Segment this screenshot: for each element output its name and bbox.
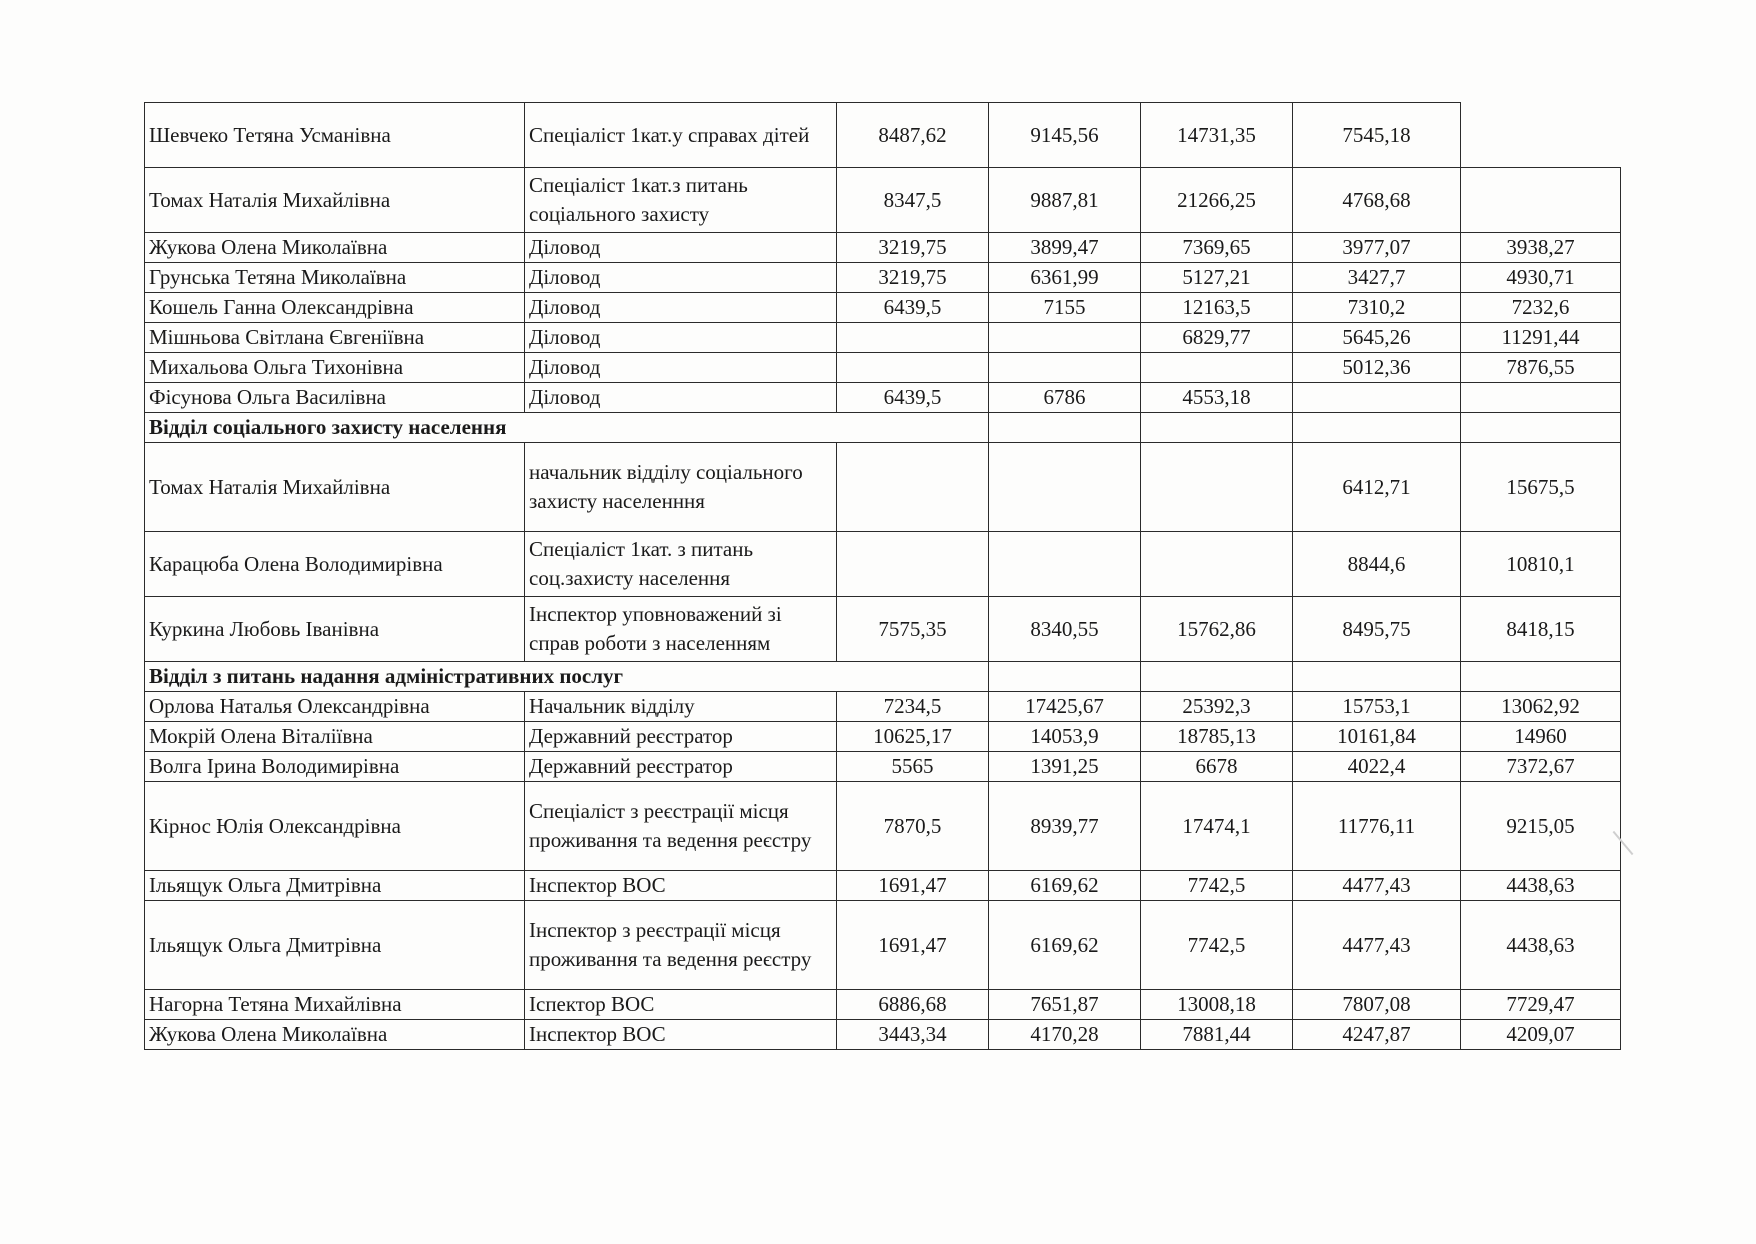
amount-cell-4: 4768,68 (1293, 168, 1461, 233)
amount-cell-1: 10625,17 (837, 722, 989, 752)
amount-cell-2 (989, 443, 1141, 532)
employee-name: Карацюба Олена Володимирівна (145, 532, 525, 597)
employee-name: Куркина Любовь Іванівна (145, 597, 525, 662)
amount-cell-5: 9215,05 (1461, 782, 1621, 871)
table-row (145, 1020, 1621, 1050)
amount-cell-5: 14960 (1461, 722, 1621, 752)
amount-cell-5: 4438,63 (1461, 901, 1621, 990)
employee-position: Діловод (525, 263, 837, 293)
employee-position: Спеціаліст з реєстрації місця проживання та ведення реєстру (525, 782, 837, 871)
amount-cell-1: 3219,75 (837, 263, 989, 293)
amount-cell-2 (989, 353, 1141, 383)
amount-cell-3 (1141, 532, 1293, 597)
amount-cell-2 (989, 532, 1141, 597)
table-row (145, 103, 1621, 168)
table-row (145, 532, 1621, 597)
amount-cell-4: 4022,4 (1293, 752, 1461, 782)
employee-name: Михальова Ольга Тихонівна (145, 353, 525, 383)
amount-cell-2: 14053,9 (989, 722, 1141, 752)
amount-cell-2: 7651,87 (989, 990, 1141, 1020)
amount-cell-3: 18785,13 (1141, 722, 1293, 752)
amount-cell-3: 12163,5 (1141, 293, 1293, 323)
amount-cell-4: 7310,2 (1293, 293, 1461, 323)
amount-cell-4: 4477,43 (1293, 901, 1461, 990)
empty-cell (837, 413, 989, 443)
amount-cell-4: 8495,75 (1293, 597, 1461, 662)
section-row (145, 413, 1621, 443)
employee-position: Начальник відділу (525, 692, 837, 722)
amount-cell-5: 7876,55 (1461, 353, 1621, 383)
amount-cell-5: 7232,6 (1461, 293, 1621, 323)
amount-cell-3 (1141, 443, 1293, 532)
salary-table-body (145, 103, 1621, 1050)
amount-cell-4: 7545,18 (1293, 103, 1461, 168)
amount-cell-4: 7807,08 (1293, 990, 1461, 1020)
amount-cell-1: 8487,62 (837, 103, 989, 168)
amount-cell-3: 6678 (1141, 752, 1293, 782)
amount-cell-4: 5645,26 (1293, 323, 1461, 353)
amount-cell-1: 6439,5 (837, 383, 989, 413)
employee-position: Спеціаліст 1кат. з питань соц.захисту населення (525, 532, 837, 597)
empty-cell (1461, 413, 1621, 443)
amount-cell-1 (837, 443, 989, 532)
amount-cell-2: 8939,77 (989, 782, 1141, 871)
amount-cell-3: 15762,86 (1141, 597, 1293, 662)
amount-cell-2: 1391,25 (989, 752, 1141, 782)
employee-position: Державний реєстратор (525, 752, 837, 782)
empty-cell (1141, 662, 1293, 692)
amount-cell-1: 6439,5 (837, 293, 989, 323)
section-title: Відділ соціального захисту населення (145, 413, 837, 443)
amount-cell-5: 15675,5 (1461, 443, 1621, 532)
amount-cell-2 (989, 323, 1141, 353)
amount-cell-2: 9145,56 (989, 103, 1141, 168)
employee-name: Томах Наталія Михайлівна (145, 168, 525, 233)
amount-cell-3: 4553,18 (1141, 383, 1293, 413)
table-row (145, 263, 1621, 293)
amount-cell-3: 17474,1 (1141, 782, 1293, 871)
table-row (145, 443, 1621, 532)
employee-position: Інспектор уповноважений зі справ роботи з населенням (525, 597, 837, 662)
employee-name: Шевчеко Тетяна Усманівна (145, 103, 525, 168)
employee-position: Спеціаліст 1кат.з питань соціального захисту (525, 168, 837, 233)
amount-cell-5: 4930,71 (1461, 263, 1621, 293)
employee-position: Інспектор ВОС (525, 1020, 837, 1050)
amount-cell-4: 4247,87 (1293, 1020, 1461, 1050)
amount-cell-1: 1691,47 (837, 871, 989, 901)
amount-cell-4: 11776,11 (1293, 782, 1461, 871)
employee-position: Спеціаліст 1кат.у справах дітей (525, 103, 837, 168)
amount-cell-4: 5012,36 (1293, 353, 1461, 383)
empty-cell (1141, 413, 1293, 443)
amount-cell-2: 6786 (989, 383, 1141, 413)
employee-position: Інспектор з реєстрації місця проживання та ведення реєстру (525, 901, 837, 990)
amount-cell-2: 17425,67 (989, 692, 1141, 722)
employee-name: Ільящук Ольга Дмитрівна (145, 901, 525, 990)
table-row (145, 233, 1621, 263)
amount-cell-5: 4438,63 (1461, 871, 1621, 901)
employee-name: Кошель Ганна Олександрівна (145, 293, 525, 323)
amount-cell-3: 21266,25 (1141, 168, 1293, 233)
employee-name: Жукова Олена Миколаївна (145, 1020, 525, 1050)
amount-cell-1: 7870,5 (837, 782, 989, 871)
employee-position: начальник відділу соціального захисту населенння (525, 443, 837, 532)
table-row (145, 782, 1621, 871)
amount-cell-3 (1141, 353, 1293, 383)
amount-cell-3: 14731,35 (1141, 103, 1293, 168)
amount-cell-4: 6412,71 (1293, 443, 1461, 532)
table-row (145, 752, 1621, 782)
amount-cell-1: 7234,5 (837, 692, 989, 722)
amount-cell-2: 7155 (989, 293, 1141, 323)
amount-cell-1: 8347,5 (837, 168, 989, 233)
employee-name: Мокрій Олена Віталіївна (145, 722, 525, 752)
amount-cell-4: 8844,6 (1293, 532, 1461, 597)
employee-name: Фісунова Ольга Василівна (145, 383, 525, 413)
amount-cell-1 (837, 323, 989, 353)
amount-cell-3: 7881,44 (1141, 1020, 1293, 1050)
amount-cell-1: 7575,35 (837, 597, 989, 662)
employee-position: Діловод (525, 293, 837, 323)
amount-cell-1 (837, 532, 989, 597)
table-row (145, 293, 1621, 323)
amount-cell-2: 6361,99 (989, 263, 1141, 293)
employee-position: Інспектор ВОС (525, 871, 837, 901)
empty-cell (1293, 413, 1461, 443)
amount-cell-2: 9887,81 (989, 168, 1141, 233)
amount-cell-4: 3977,07 (1293, 233, 1461, 263)
amount-cell-3: 7742,5 (1141, 871, 1293, 901)
salary-table (144, 102, 1621, 1050)
amount-cell-2: 4170,28 (989, 1020, 1141, 1050)
amount-cell-2: 3899,47 (989, 233, 1141, 263)
employee-name: Жукова Олена Миколаївна (145, 233, 525, 263)
employee-name: Орлова Наталья Олександрівна (145, 692, 525, 722)
table-row (145, 323, 1621, 353)
employee-name: Грунська Тетяна Миколаївна (145, 263, 525, 293)
table-row (145, 383, 1621, 413)
amount-cell-2: 8340,55 (989, 597, 1141, 662)
empty-cell (1293, 662, 1461, 692)
table-row (145, 168, 1621, 233)
table-row (145, 353, 1621, 383)
amount-cell-1: 5565 (837, 752, 989, 782)
amount-cell-2: 6169,62 (989, 871, 1141, 901)
amount-cell-2: 6169,62 (989, 901, 1141, 990)
employee-position: Державний реєстратор (525, 722, 837, 752)
employee-name: Нагорна Тетяна Михайлівна (145, 990, 525, 1020)
amount-cell-1: 3219,75 (837, 233, 989, 263)
amount-cell-5: 3938,27 (1461, 233, 1621, 263)
amount-cell-5 (1461, 168, 1621, 233)
amount-cell-3: 7369,65 (1141, 233, 1293, 263)
employee-position: Діловод (525, 323, 837, 353)
amount-cell-5 (1461, 383, 1621, 413)
table-row (145, 597, 1621, 662)
amount-cell-3: 25392,3 (1141, 692, 1293, 722)
amount-cell-5: 8418,15 (1461, 597, 1621, 662)
amount-cell-1: 6886,68 (837, 990, 989, 1020)
table-row (145, 692, 1621, 722)
employee-position: Діловод (525, 353, 837, 383)
amount-cell-5: 7729,47 (1461, 990, 1621, 1020)
employee-name: Мішньова Світлана Євгеніївна (145, 323, 525, 353)
empty-cell (989, 662, 1141, 692)
employee-position: Діловод (525, 383, 837, 413)
amount-cell-3: 7742,5 (1141, 901, 1293, 990)
amount-cell-5: 4209,07 (1461, 1020, 1621, 1050)
amount-cell-1: 3443,34 (837, 1020, 989, 1050)
employee-name: Томах Наталія Михайлівна (145, 443, 525, 532)
table-row (145, 871, 1621, 901)
empty-cell (837, 662, 989, 692)
amount-cell-3: 13008,18 (1141, 990, 1293, 1020)
amount-cell-5: 7372,67 (1461, 752, 1621, 782)
blank-margin-cell (1461, 103, 1621, 168)
amount-cell-4: 15753,1 (1293, 692, 1461, 722)
amount-cell-4: 3427,7 (1293, 263, 1461, 293)
amount-cell-4 (1293, 383, 1461, 413)
amount-cell-1 (837, 353, 989, 383)
employee-position: Іспектор ВОС (525, 990, 837, 1020)
employee-position: Діловод (525, 233, 837, 263)
amount-cell-3: 5127,21 (1141, 263, 1293, 293)
amount-cell-4: 4477,43 (1293, 871, 1461, 901)
table-row (145, 990, 1621, 1020)
amount-cell-4: 10161,84 (1293, 722, 1461, 752)
amount-cell-5: 10810,1 (1461, 532, 1621, 597)
section-row (145, 662, 1621, 692)
employee-name: Волга Ірина Володимирівна (145, 752, 525, 782)
empty-cell (989, 413, 1141, 443)
empty-cell (1461, 662, 1621, 692)
amount-cell-3: 6829,77 (1141, 323, 1293, 353)
employee-name: Кірнос Юлія Олександрівна (145, 782, 525, 871)
table-row (145, 901, 1621, 990)
section-title: Відділ з питань надання адміністративних послуг (145, 662, 837, 692)
amount-cell-5: 13062,92 (1461, 692, 1621, 722)
amount-cell-1: 1691,47 (837, 901, 989, 990)
employee-name: Ільящук Ольга Дмитрівна (145, 871, 525, 901)
table-row (145, 722, 1621, 752)
amount-cell-5: 11291,44 (1461, 323, 1621, 353)
